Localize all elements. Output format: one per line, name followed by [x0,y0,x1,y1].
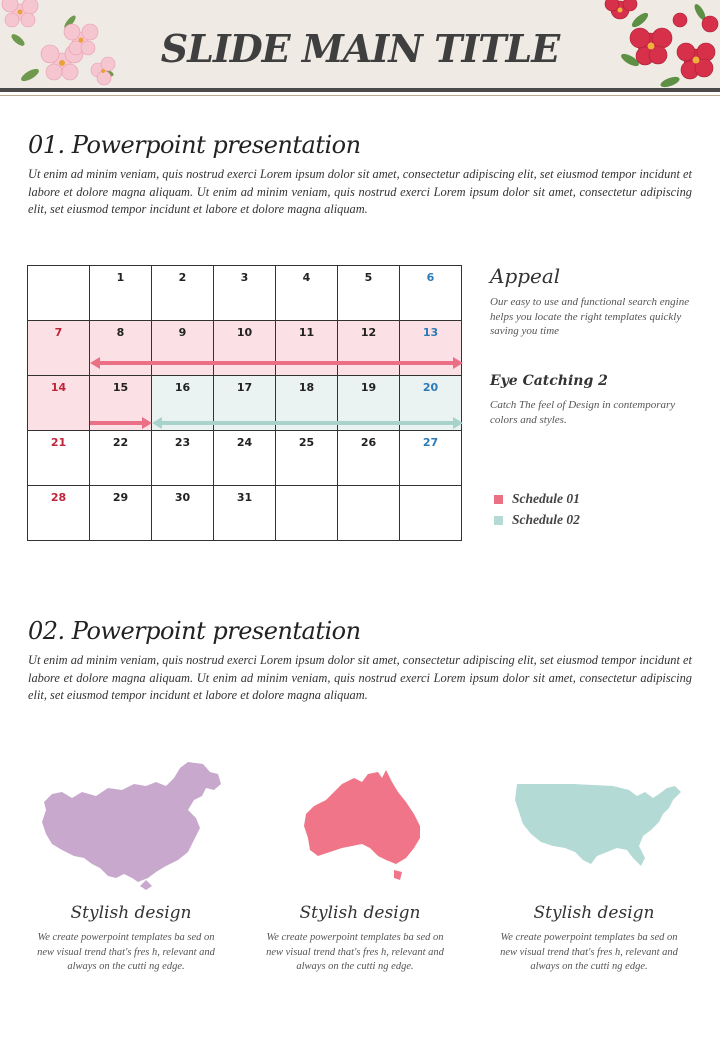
calendar-day-number: 16 [174,381,191,394]
calendar-day-number: 9 [178,326,187,339]
calendar-day-number: 25 [298,436,315,449]
section1-title: 01. Powerpoint presentation [28,131,361,159]
card1-title: Stylish design [70,903,192,923]
calendar-cell [338,266,400,321]
header-divider [0,88,720,92]
calendar-day-number: 14 [50,381,67,394]
calendar-day-number: 12 [360,326,377,339]
calendar-cell [28,266,90,321]
page-title: SLIDE MAIN TITLE [160,26,560,71]
calendar-day-number: 23 [174,436,191,449]
calendar-cell [400,431,462,486]
calendar-cell [90,431,152,486]
section2-paragraph: Ut enim ad minim veniam, quis nostrud exerci Lorem ipsum dolor sit amet, consectetur adipiscing elit, set eiusmod tempor incidunt et labore et dolore magna aliquam. Ut enim ad minim veniam, quis nostrud exerci Lorem ipsum dolor sit amet, consectetur adipiscing elit, set eiusmod tempor incidunt et labore et dolore magna aliquam. [28,653,692,703]
appeal-title: Appeal [490,264,561,288]
calendar-day-number: 28 [50,491,67,504]
schedule1-arrow-row2 [90,354,463,364]
schedule1-arrow-row3 [90,414,152,424]
legend-schedule-02 [494,512,580,528]
calendar-day-number: 18 [298,381,315,394]
calendar-day-number: 7 [54,326,63,339]
card1-text: We create powerpoint templates ba sed on new visual trend that's fres h, relevant and always on the cutti ng edge. [37,932,215,972]
calendar-day-number: 21 [50,436,67,449]
calendar-day-number: 26 [360,436,377,449]
calendar-day-number: 19 [360,381,377,394]
calendar-cell [28,321,90,376]
calendar-cell [338,431,400,486]
calendar-cell [400,486,462,541]
china-map-icon [38,760,224,890]
section2-title: 02. Powerpoint presentation [28,617,361,645]
calendar-day-number: 10 [236,326,253,339]
calendar-cell [90,486,152,541]
calendar-day-number: 13 [422,326,439,339]
calendar-cell [400,266,462,321]
card3-title: Stylish design [533,903,655,923]
calendar-day-number: 30 [174,491,191,504]
calendar-cell [214,431,276,486]
calendar-week-row [28,431,462,486]
legend-schedule-01 [494,491,580,507]
header-banner [0,0,720,88]
header-divider-thin [0,95,720,96]
calendar-cell [152,266,214,321]
calendar-day-number: 5 [364,271,373,284]
card2-text: We create powerpoint templates ba sed on new visual trend that's fres h, relevant and always on the cutti ng edge. [266,932,444,972]
usa-map-icon [513,780,685,870]
australia-map-icon [302,768,424,882]
calendar-day-number: 29 [112,491,129,504]
calendar-cell [338,486,400,541]
card3-text: We create powerpoint templates ba sed on new visual trend that's fres h, relevant and always on the cutti ng edge. [500,932,678,972]
calendar-day-number: 2 [178,271,187,284]
calendar-day-number: 22 [112,436,129,449]
calendar-day-number: 27 [422,436,439,449]
calendar-cell [28,376,90,431]
arrow-shape [152,417,463,429]
calendar-cell [214,486,276,541]
calendar-cell [90,266,152,321]
calendar-day-number: 6 [426,271,435,284]
calendar-cell [276,266,338,321]
legend-label-2: Schedule 02 [512,512,580,527]
card2-title: Stylish design [299,903,421,923]
calendar-day-number: 3 [240,271,249,284]
eye-catching-text: Catch The feel of Design in contemporary colors and styles. [490,399,676,426]
appeal-text: Our easy to use and functional search engine helps you locate the right templates quickly saving you time [490,296,690,337]
schedule2-arrow-row3 [152,414,463,424]
section1-paragraph: Ut enim ad minim veniam, quis nostrud exerci Lorem ipsum dolor sit amet, consectetur adipiscing elit, set eiusmod tempor incidunt et labore et dolore magna aliquam. Ut enim ad minim veniam, quis nostrud exerci Lorem ipsum dolor sit amet, consectetur adipiscing elit, set eiusmod tempor incidunt et labore et dolore magna aliquam. [28,167,692,217]
calendar-day-number: 20 [422,381,439,394]
legend-swatch-teal [494,516,503,525]
arrow-shape [90,357,463,369]
calendar-week-row [28,266,462,321]
calendar-day-number: 15 [112,381,129,394]
calendar-day-number: 17 [236,381,253,394]
calendar-day-number: 24 [236,436,253,449]
calendar-day-number: 4 [302,271,311,284]
calendar-day-number: 8 [116,326,125,339]
calendar-cell [28,486,90,541]
legend-label-1: Schedule 01 [512,491,580,506]
arrow-shape [90,417,152,429]
calendar-cell [276,486,338,541]
calendar-day-number: 1 [116,271,125,284]
calendar-cell [152,486,214,541]
flower-decoration-right-icon [600,0,720,88]
eye-catching-title: Eye Catching 2 [490,373,608,389]
calendar-cell [28,431,90,486]
calendar-cell [214,266,276,321]
calendar-week-row [28,486,462,541]
calendar-cell [276,431,338,486]
calendar-cell [152,431,214,486]
legend-swatch-pink [494,495,503,504]
calendar-day-number: 11 [298,326,315,339]
calendar-day-number: 31 [236,491,253,504]
calendar-table [27,265,462,541]
